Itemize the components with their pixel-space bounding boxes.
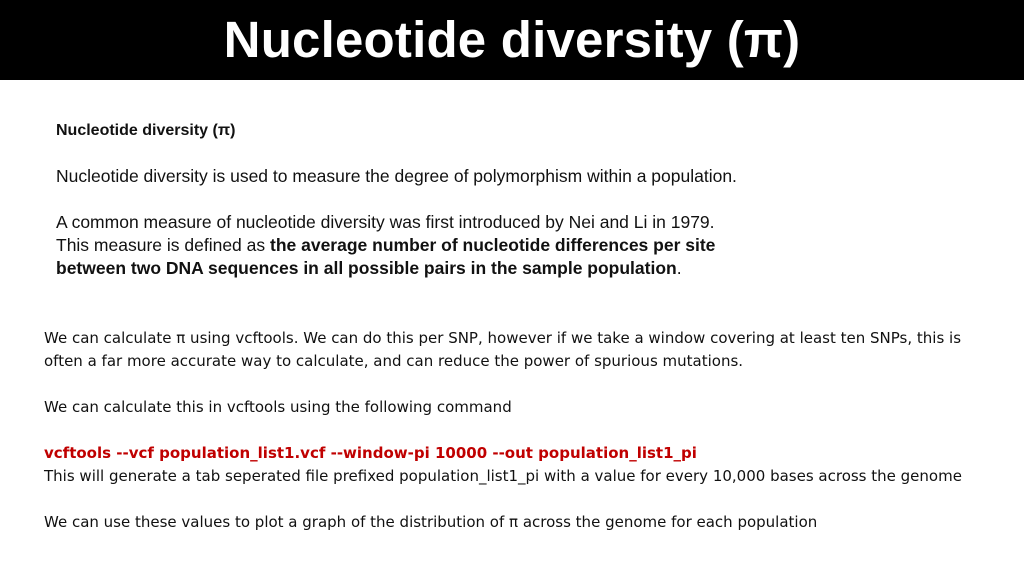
para-command-intro: We can calculate this in vcftools using the following command <box>44 398 512 416</box>
intro-block <box>56 119 956 280</box>
definition-text: Nucleotide diversity is used to measure the degree of polymorphism within a population. <box>56 166 737 186</box>
title-bar <box>0 0 1024 80</box>
measure-suffix: . <box>676 258 682 278</box>
para-calc-line2: often a far more accurate way to calculate, and can reduce the power of spurious mutations. <box>44 352 744 370</box>
measure-bold-part1: the average number of nucleotide differences per site <box>270 235 716 255</box>
intro-heading: Nucleotide diversity (π) <box>56 122 236 139</box>
para-calc-line1: We can calculate π using vcftools. We can do this per SNP, however if we take a window covering at least ten SNPs, this is <box>44 329 962 347</box>
history-text: A common measure of nucleotide diversity was first introduced by Nei and Li in 1979. <box>56 212 715 232</box>
slide-title: Nucleotide diversity (π) <box>223 11 801 68</box>
measure-definition <box>56 234 956 257</box>
measure-prefix: This measure is defined as <box>56 235 270 255</box>
measure-bold-part2: between two DNA sequences in all possible pairs in the sample population <box>56 258 677 278</box>
body-block <box>44 327 1004 534</box>
command-explanation: This will generate a tab seperated file prefixed population_list1_pi with a value for every 10,000 bases across the genome <box>44 467 962 485</box>
para-plot: We can use these values to plot a graph of the distribution of π across the genome for each population <box>44 513 818 531</box>
measure-definition-cont <box>56 257 956 280</box>
vcftools-command: vcftools --vcf population_list1.vcf --window-pi 10000 --out population_list1_pi <box>44 444 697 462</box>
